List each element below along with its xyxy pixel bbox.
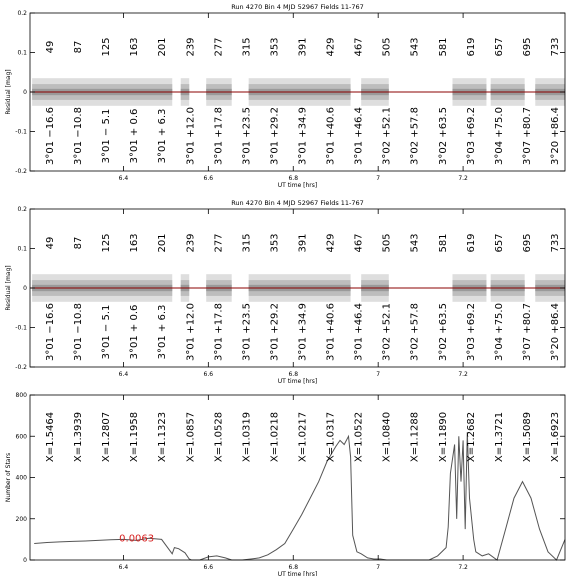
declination-label: 3°02 +57.8 bbox=[409, 107, 421, 165]
field-label: 201 bbox=[157, 37, 169, 57]
declination-label: 3°01 +17.8 bbox=[213, 107, 225, 165]
y-tick-label: 0.1 bbox=[17, 245, 27, 253]
field-label: 49 bbox=[45, 236, 56, 250]
x-tick-label: 6.8 bbox=[288, 175, 299, 182]
field-label: 543 bbox=[409, 37, 421, 57]
residual-panel-top bbox=[5, 3, 565, 189]
field-label: 239 bbox=[185, 233, 197, 253]
declination-label: 3°03 +69.2 bbox=[465, 303, 477, 361]
declination-label: 3°20 +86.4 bbox=[550, 303, 561, 361]
airmass-label: X=1.1890 bbox=[437, 411, 449, 463]
field-label: 125 bbox=[101, 233, 113, 253]
field-label: 163 bbox=[129, 233, 141, 253]
field-label: 391 bbox=[297, 233, 309, 253]
airmass-label: X=1.5464 bbox=[45, 411, 56, 463]
y-tick-label: 0.2 bbox=[17, 10, 27, 17]
airmass-label: X=1.1288 bbox=[409, 411, 421, 463]
y-axis-label: Number of Stars bbox=[5, 452, 12, 503]
declination-label: 3°01 +46.4 bbox=[353, 107, 365, 165]
x-tick-label: 6.6 bbox=[203, 371, 214, 378]
x-tick-label: 7 bbox=[376, 175, 381, 182]
field-label: 429 bbox=[325, 233, 337, 253]
y-tick-label: 400 bbox=[15, 474, 27, 482]
field-label: 733 bbox=[550, 233, 561, 253]
field-label: 353 bbox=[269, 37, 281, 57]
airmass-label: X=1.0217 bbox=[297, 411, 309, 463]
field-label: 87 bbox=[73, 40, 85, 54]
field-label: 619 bbox=[465, 37, 477, 57]
x-tick-label: 6.4 bbox=[118, 371, 129, 378]
field-label: 505 bbox=[381, 37, 393, 57]
declination-label: 3°02 +63.5 bbox=[437, 303, 449, 361]
field-label: 581 bbox=[437, 233, 449, 253]
field-label: 543 bbox=[409, 233, 421, 253]
y-tick-label: 0.1 bbox=[17, 49, 27, 57]
declination-label: 3°01 +12.0 bbox=[185, 107, 197, 165]
airmass-label: X=1.0857 bbox=[185, 411, 197, 463]
x-axis-label: UT time [hrs] bbox=[277, 571, 318, 576]
x-tick-label: 6.6 bbox=[203, 175, 214, 182]
field-label: 315 bbox=[241, 233, 253, 253]
y-tick-label: -0.2 bbox=[15, 168, 27, 175]
field-label: 277 bbox=[213, 233, 225, 253]
airmass-label: X=1.0218 bbox=[269, 411, 281, 463]
declination-label: 3°01 − 5.1 bbox=[101, 108, 113, 164]
x-tick-label: 6.6 bbox=[203, 564, 214, 571]
airmass-label: X=1.2682 bbox=[465, 411, 477, 463]
airmass-label: X=1.0840 bbox=[381, 411, 393, 463]
y-tick-label: 800 bbox=[15, 392, 27, 399]
declination-label: 3°01 +46.4 bbox=[353, 303, 365, 361]
field-label: 619 bbox=[465, 233, 477, 253]
residual-panel-middle bbox=[5, 199, 565, 385]
y-axis-label: Residual [mag] bbox=[5, 265, 12, 311]
declination-label: 3°01 +12.0 bbox=[185, 303, 197, 361]
field-label: 695 bbox=[521, 37, 533, 57]
field-label: 467 bbox=[353, 37, 365, 57]
field-label: 163 bbox=[129, 37, 141, 57]
declination-label: 3°01 −10.8 bbox=[73, 303, 85, 361]
airmass-label: X=1.1323 bbox=[157, 411, 169, 463]
airmass-label: X=1.0522 bbox=[353, 411, 365, 463]
field-label: 315 bbox=[241, 37, 253, 57]
y-tick-label: 600 bbox=[15, 433, 27, 441]
y-tick-label: -0.1 bbox=[15, 324, 27, 332]
declination-label: 3°01 + 0.6 bbox=[129, 108, 141, 164]
declination-label: 3°01 + 6.3 bbox=[157, 304, 169, 360]
declination-label: 3°01 +23.5 bbox=[241, 303, 253, 361]
field-label: 49 bbox=[45, 40, 56, 54]
x-tick-label: 6.4 bbox=[118, 175, 129, 182]
declination-label: 3°04 +75.0 bbox=[493, 303, 505, 361]
declination-label: 3°02 +52.1 bbox=[381, 303, 393, 361]
x-tick-label: 7.2 bbox=[458, 564, 468, 571]
declination-label: 3°03 +69.2 bbox=[465, 107, 477, 165]
y-axis-label: Residual [mag] bbox=[5, 69, 12, 115]
declination-label: 3°01 +29.2 bbox=[269, 303, 281, 361]
airmass-label: X=1.2807 bbox=[101, 411, 113, 463]
declination-label: 3°07 +80.7 bbox=[521, 107, 533, 165]
field-label: 87 bbox=[73, 236, 85, 250]
x-axis-label: UT time [hrs] bbox=[277, 378, 318, 385]
field-label: 239 bbox=[185, 37, 197, 57]
airmass-label: X=1.0528 bbox=[213, 411, 225, 463]
y-tick-label: -0.2 bbox=[15, 364, 27, 371]
airmass-label: X=1.1958 bbox=[129, 411, 141, 463]
airmass-label: X=1.3721 bbox=[493, 411, 505, 463]
field-label: 353 bbox=[269, 233, 281, 253]
declination-label: 3°01 − 5.1 bbox=[101, 304, 113, 360]
declination-label: 3°04 +75.0 bbox=[493, 107, 505, 165]
field-label: 391 bbox=[297, 37, 309, 57]
field-label: 505 bbox=[381, 233, 393, 253]
chart-title: Run 4270 Bin 4 MJD 52967 Fields 11-767 bbox=[231, 199, 364, 207]
declination-label: 3°01 +29.2 bbox=[269, 107, 281, 165]
declination-label: 3°02 +57.8 bbox=[409, 303, 421, 361]
declination-label: 3°01 + 6.3 bbox=[157, 108, 169, 164]
airmass-label: X=1.5089 bbox=[521, 411, 533, 463]
declination-label: 3°01 + 0.6 bbox=[129, 304, 141, 360]
field-label: 125 bbox=[101, 37, 113, 57]
field-label: 733 bbox=[550, 37, 561, 57]
declination-label: 3°01 +40.6 bbox=[325, 303, 337, 361]
y-tick-label: -0.1 bbox=[15, 128, 27, 136]
airmass-label: X=1.0319 bbox=[241, 411, 253, 463]
x-tick-label: 6.8 bbox=[288, 371, 299, 378]
y-tick-label: 200 bbox=[15, 515, 27, 523]
y-tick-label: 0 bbox=[23, 285, 27, 292]
annotation-value: 0.0063 bbox=[119, 533, 155, 545]
x-tick-label: 7 bbox=[376, 371, 381, 378]
star-count-panel bbox=[5, 392, 565, 576]
x-tick-label: 7.2 bbox=[458, 175, 468, 182]
declination-label: 3°01 −10.8 bbox=[73, 107, 85, 165]
field-label: 201 bbox=[157, 233, 169, 253]
field-label: 695 bbox=[521, 233, 533, 253]
x-axis-label: UT time [hrs] bbox=[277, 182, 318, 189]
declination-label: 3°01 −16.6 bbox=[45, 107, 56, 165]
declination-label: 3°01 +23.5 bbox=[241, 107, 253, 165]
airmass-label: X=1.3939 bbox=[73, 411, 85, 463]
field-label: 467 bbox=[353, 233, 365, 253]
field-label: 277 bbox=[213, 37, 225, 57]
declination-label: 3°01 +40.6 bbox=[325, 107, 337, 165]
field-label: 581 bbox=[437, 37, 449, 57]
declination-label: 3°20 +86.4 bbox=[550, 107, 561, 165]
x-tick-label: 7 bbox=[376, 564, 381, 571]
field-label: 657 bbox=[493, 233, 505, 253]
declination-label: 3°01 +17.8 bbox=[213, 303, 225, 361]
declination-label: 3°01 −16.6 bbox=[45, 303, 56, 361]
y-tick-label: 0.2 bbox=[17, 206, 27, 213]
x-tick-label: 6.8 bbox=[288, 564, 299, 571]
y-tick-label: 0 bbox=[23, 89, 27, 96]
y-tick-label: 0 bbox=[23, 557, 27, 564]
airmass-label: X=1.0317 bbox=[325, 411, 337, 463]
declination-label: 3°01 +34.9 bbox=[297, 303, 309, 361]
field-label: 429 bbox=[325, 37, 337, 57]
field-label: 657 bbox=[493, 37, 505, 57]
declination-label: 3°02 +52.1 bbox=[381, 107, 393, 165]
declination-label: 3°07 +80.7 bbox=[521, 303, 533, 361]
chart-title: Run 4270 Bin 4 MJD 52967 Fields 11-767 bbox=[231, 3, 364, 11]
airmass-label: X=1.6923 bbox=[550, 411, 561, 463]
x-tick-label: 6.4 bbox=[118, 564, 129, 571]
declination-label: 3°01 +34.9 bbox=[297, 107, 309, 165]
declination-label: 3°02 +63.5 bbox=[437, 107, 449, 165]
x-tick-label: 7.2 bbox=[458, 371, 468, 378]
